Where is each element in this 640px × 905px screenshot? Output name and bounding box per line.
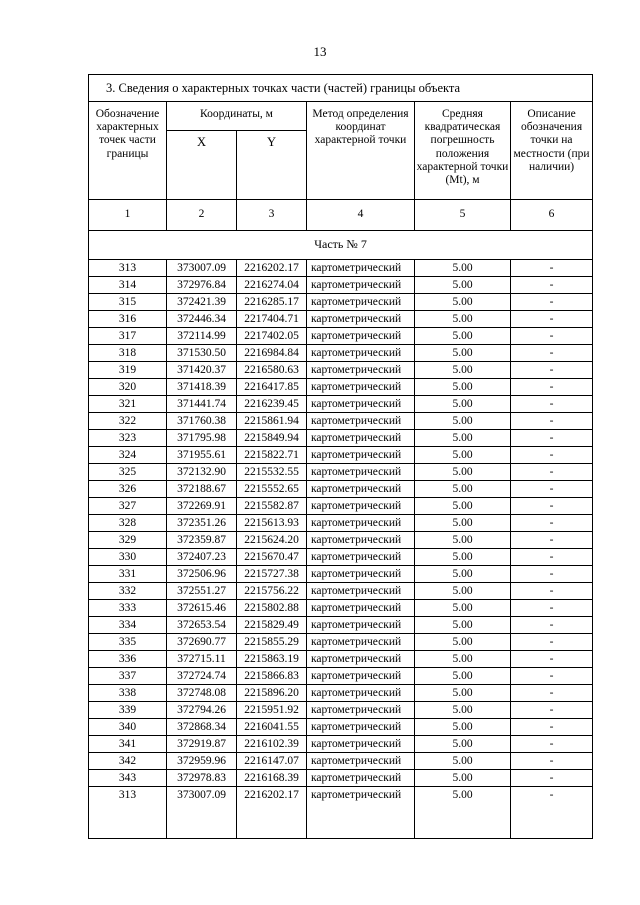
coord-x: 372794.26: [167, 702, 237, 719]
point-number: 321: [89, 396, 167, 413]
error-cell: 5.00: [415, 532, 511, 549]
error-cell: 5.00: [415, 430, 511, 447]
coord-x: 372407.23: [167, 549, 237, 566]
point-number: 323: [89, 430, 167, 447]
coord-y: 2215532.55: [237, 464, 307, 481]
coord-x: 372715.11: [167, 651, 237, 668]
description-cell: -: [511, 311, 593, 328]
description-cell: -: [511, 753, 593, 770]
table-row: [89, 770, 593, 787]
error-cell: 5.00: [415, 396, 511, 413]
description-cell: -: [511, 651, 593, 668]
coord-y: 2216147.07: [237, 753, 307, 770]
coord-y: 2215670.47: [237, 549, 307, 566]
method-cell: картометрический: [307, 549, 415, 566]
description-cell: -: [511, 719, 593, 736]
header-method: Метод определения координат характерной точки: [307, 102, 415, 200]
coord-x: 371418.39: [167, 379, 237, 396]
page-number: 13: [313, 44, 327, 59]
coord-x: 372359.87: [167, 532, 237, 549]
point-number: 317: [89, 328, 167, 345]
method-cell: картометрический: [307, 345, 415, 362]
method-cell: картометрический: [307, 770, 415, 787]
table-row: [89, 549, 593, 566]
table-row: [89, 379, 593, 396]
section-title: 3. Сведения о характерных точках части (частей) границы объекта: [89, 75, 593, 102]
description-cell: -: [511, 260, 593, 277]
error-cell: 5.00: [415, 668, 511, 685]
description-cell: -: [511, 413, 593, 430]
boundary-points-table: [88, 74, 593, 839]
method-cell: картометрический: [307, 600, 415, 617]
error-cell: 5.00: [415, 702, 511, 719]
table-row: [89, 702, 593, 719]
table-row: [89, 260, 593, 277]
point-number: 340: [89, 719, 167, 736]
coord-y: 2217404.71: [237, 311, 307, 328]
coord-y: 2215866.83: [237, 668, 307, 685]
coord-y: 2216274.04: [237, 277, 307, 294]
coord-y: 2216202.17: [237, 260, 307, 277]
header-x: X: [167, 131, 237, 200]
coord-y: 2216285.17: [237, 294, 307, 311]
table-row: [89, 515, 593, 532]
error-cell: 5.00: [415, 481, 511, 498]
method-cell: картометрический: [307, 532, 415, 549]
coord-y: 2216984.84: [237, 345, 307, 362]
method-cell: картометрический: [307, 260, 415, 277]
point-number: 328: [89, 515, 167, 532]
method-cell: картометрический: [307, 481, 415, 498]
point-number: 333: [89, 600, 167, 617]
table-row: [89, 685, 593, 702]
table-row: [89, 413, 593, 430]
coord-y: 2215727.38: [237, 566, 307, 583]
coord-x: 372959.96: [167, 753, 237, 770]
error-cell: 5.00: [415, 328, 511, 345]
point-number: 315: [89, 294, 167, 311]
point-number: 325: [89, 464, 167, 481]
point-number: 316: [89, 311, 167, 328]
method-cell: картометрический: [307, 515, 415, 532]
coord-x: 372615.46: [167, 600, 237, 617]
point-number: 338: [89, 685, 167, 702]
method-cell: картометрический: [307, 447, 415, 464]
coord-x: 371530.50: [167, 345, 237, 362]
method-cell: картометрический: [307, 685, 415, 702]
coord-y: 2215855.29: [237, 634, 307, 651]
description-cell: -: [511, 447, 593, 464]
error-cell: 5.00: [415, 685, 511, 702]
table-row: [89, 464, 593, 481]
coord-y: 2216041.55: [237, 719, 307, 736]
coord-x: 371420.37: [167, 362, 237, 379]
description-cell: -: [511, 379, 593, 396]
point-number: 318: [89, 345, 167, 362]
coord-x: 372132.90: [167, 464, 237, 481]
error-cell: 5.00: [415, 498, 511, 515]
method-cell: картометрический: [307, 566, 415, 583]
description-cell: -: [511, 532, 593, 549]
method-cell: картометрический: [307, 413, 415, 430]
table-row: [89, 566, 593, 583]
point-number: 313: [89, 260, 167, 277]
error-cell: 5.00: [415, 753, 511, 770]
point-number: 326: [89, 481, 167, 498]
table-row: [89, 753, 593, 770]
error-cell: 5.00: [415, 566, 511, 583]
description-cell: -: [511, 294, 593, 311]
header-point-name: Обозначение характерных точек части границы: [89, 102, 167, 200]
description-cell: -: [511, 277, 593, 294]
method-cell: картометрический: [307, 430, 415, 447]
method-cell: картометрический: [307, 379, 415, 396]
header-y: Y: [237, 131, 307, 200]
table-row: [89, 583, 593, 600]
table-row: [89, 600, 593, 617]
coord-x: 373007.09: [167, 787, 237, 839]
coord-x: 371795.98: [167, 430, 237, 447]
description-cell: -: [511, 583, 593, 600]
coord-y: 2217402.05: [237, 328, 307, 345]
point-number: 337: [89, 668, 167, 685]
error-cell: 5.00: [415, 617, 511, 634]
coord-y: 2215951.92: [237, 702, 307, 719]
point-number: 327: [89, 498, 167, 515]
description-cell: -: [511, 600, 593, 617]
method-cell: картометрический: [307, 787, 415, 839]
description-cell: -: [511, 702, 593, 719]
column-number: 2: [167, 200, 237, 231]
table-row: [89, 736, 593, 753]
method-cell: картометрический: [307, 719, 415, 736]
method-cell: картометрический: [307, 736, 415, 753]
coord-x: 372653.54: [167, 617, 237, 634]
table-row: [89, 498, 593, 515]
coord-y: 2215822.71: [237, 447, 307, 464]
point-number: 332: [89, 583, 167, 600]
method-cell: картометрический: [307, 617, 415, 634]
error-cell: 5.00: [415, 736, 511, 753]
method-cell: картометрический: [307, 396, 415, 413]
column-number: 6: [511, 200, 593, 231]
point-number: 314: [89, 277, 167, 294]
description-cell: -: [511, 498, 593, 515]
error-cell: 5.00: [415, 583, 511, 600]
point-number: 331: [89, 566, 167, 583]
table-row: [89, 481, 593, 498]
method-cell: картометрический: [307, 634, 415, 651]
coord-x: 372690.77: [167, 634, 237, 651]
table-row: [89, 532, 593, 549]
coord-y: 2216239.45: [237, 396, 307, 413]
error-cell: 5.00: [415, 379, 511, 396]
description-cell: -: [511, 396, 593, 413]
coord-y: 2216168.39: [237, 770, 307, 787]
error-cell: 5.00: [415, 260, 511, 277]
point-number: 339: [89, 702, 167, 719]
error-cell: 5.00: [415, 362, 511, 379]
description-cell: -: [511, 362, 593, 379]
method-cell: картометрический: [307, 464, 415, 481]
error-cell: 5.00: [415, 277, 511, 294]
description-cell: -: [511, 430, 593, 447]
error-cell: 5.00: [415, 719, 511, 736]
description-cell: -: [511, 634, 593, 651]
coord-y: 2216202.17: [237, 787, 307, 839]
coord-x: 373007.09: [167, 260, 237, 277]
coord-y: 2215863.19: [237, 651, 307, 668]
coord-x: 372114.99: [167, 328, 237, 345]
method-cell: картометрический: [307, 498, 415, 515]
description-cell: -: [511, 617, 593, 634]
coord-y: 2215613.93: [237, 515, 307, 532]
point-number: 335: [89, 634, 167, 651]
coord-y: 2216102.39: [237, 736, 307, 753]
coord-y: 2215861.94: [237, 413, 307, 430]
table-row: [89, 328, 593, 345]
point-number: 329: [89, 532, 167, 549]
description-cell: -: [511, 549, 593, 566]
description-cell: -: [511, 345, 593, 362]
table-row: [89, 719, 593, 736]
coord-x: 372919.87: [167, 736, 237, 753]
table-row: [89, 787, 593, 839]
table-row: [89, 362, 593, 379]
coord-y: 2215896.20: [237, 685, 307, 702]
coord-x: 372978.83: [167, 770, 237, 787]
header-error: Средняя квадратическая погрешность положения характерной точки (Mt), м: [415, 102, 511, 200]
coord-y: 2215624.20: [237, 532, 307, 549]
method-cell: картометрический: [307, 651, 415, 668]
table-row: [89, 277, 593, 294]
coord-x: 371955.61: [167, 447, 237, 464]
point-number: 319: [89, 362, 167, 379]
coord-x: 372506.96: [167, 566, 237, 583]
method-cell: картометрический: [307, 311, 415, 328]
method-cell: картометрический: [307, 328, 415, 345]
method-cell: картометрический: [307, 583, 415, 600]
point-number: 342: [89, 753, 167, 770]
description-cell: -: [511, 481, 593, 498]
description-cell: -: [511, 736, 593, 753]
coord-y: 2215802.88: [237, 600, 307, 617]
coord-y: 2216417.85: [237, 379, 307, 396]
coord-x: 372724.74: [167, 668, 237, 685]
coord-x: 372868.34: [167, 719, 237, 736]
description-cell: -: [511, 787, 593, 839]
error-cell: 5.00: [415, 770, 511, 787]
table-row: [89, 396, 593, 413]
error-cell: 5.00: [415, 787, 511, 839]
point-number: 341: [89, 736, 167, 753]
column-number: 3: [237, 200, 307, 231]
column-number: 1: [89, 200, 167, 231]
coord-x: 371760.38: [167, 413, 237, 430]
error-cell: 5.00: [415, 651, 511, 668]
coord-x: 372976.84: [167, 277, 237, 294]
method-cell: картометрический: [307, 362, 415, 379]
error-cell: 5.00: [415, 294, 511, 311]
column-number: 4: [307, 200, 415, 231]
method-cell: картометрический: [307, 668, 415, 685]
description-cell: -: [511, 464, 593, 481]
coord-x: 372421.39: [167, 294, 237, 311]
point-number: 336: [89, 651, 167, 668]
error-cell: 5.00: [415, 515, 511, 532]
error-cell: 5.00: [415, 311, 511, 328]
description-cell: -: [511, 770, 593, 787]
table-row: [89, 345, 593, 362]
point-number: 320: [89, 379, 167, 396]
coord-x: 372551.27: [167, 583, 237, 600]
method-cell: картометрический: [307, 702, 415, 719]
point-number: 322: [89, 413, 167, 430]
table-row: [89, 668, 593, 685]
coord-y: 2215552.65: [237, 481, 307, 498]
point-number: 313: [89, 787, 167, 839]
table-row: [89, 651, 593, 668]
description-cell: -: [511, 515, 593, 532]
coord-y: 2215582.87: [237, 498, 307, 515]
coord-x: 371441.74: [167, 396, 237, 413]
coord-x: 372269.91: [167, 498, 237, 515]
error-cell: 5.00: [415, 634, 511, 651]
coord-x: 372351.26: [167, 515, 237, 532]
point-number: 343: [89, 770, 167, 787]
point-number: 324: [89, 447, 167, 464]
coord-x: 372446.34: [167, 311, 237, 328]
method-cell: картометрический: [307, 753, 415, 770]
coord-x: 372748.08: [167, 685, 237, 702]
coord-x: 372188.67: [167, 481, 237, 498]
coord-y: 2215756.22: [237, 583, 307, 600]
header-coordinates: Координаты, м: [167, 102, 307, 131]
description-cell: -: [511, 668, 593, 685]
table-row: [89, 634, 593, 651]
error-cell: 5.00: [415, 413, 511, 430]
error-cell: 5.00: [415, 345, 511, 362]
coord-y: 2215849.94: [237, 430, 307, 447]
point-number: 334: [89, 617, 167, 634]
description-cell: -: [511, 566, 593, 583]
error-cell: 5.00: [415, 549, 511, 566]
point-number: 330: [89, 549, 167, 566]
table-row: [89, 294, 593, 311]
part-label: Часть № 7: [89, 231, 593, 260]
method-cell: картометрический: [307, 294, 415, 311]
error-cell: 5.00: [415, 464, 511, 481]
table-row: [89, 311, 593, 328]
table-row: [89, 447, 593, 464]
description-cell: -: [511, 685, 593, 702]
error-cell: 5.00: [415, 447, 511, 464]
table-row: [89, 617, 593, 634]
header-description: Описание обозначения точки на местности (при наличии): [511, 102, 593, 200]
description-cell: -: [511, 328, 593, 345]
column-number: 5: [415, 200, 511, 231]
method-cell: картометрический: [307, 277, 415, 294]
coord-y: 2215829.49: [237, 617, 307, 634]
table-row: [89, 430, 593, 447]
coord-y: 2216580.63: [237, 362, 307, 379]
error-cell: 5.00: [415, 600, 511, 617]
